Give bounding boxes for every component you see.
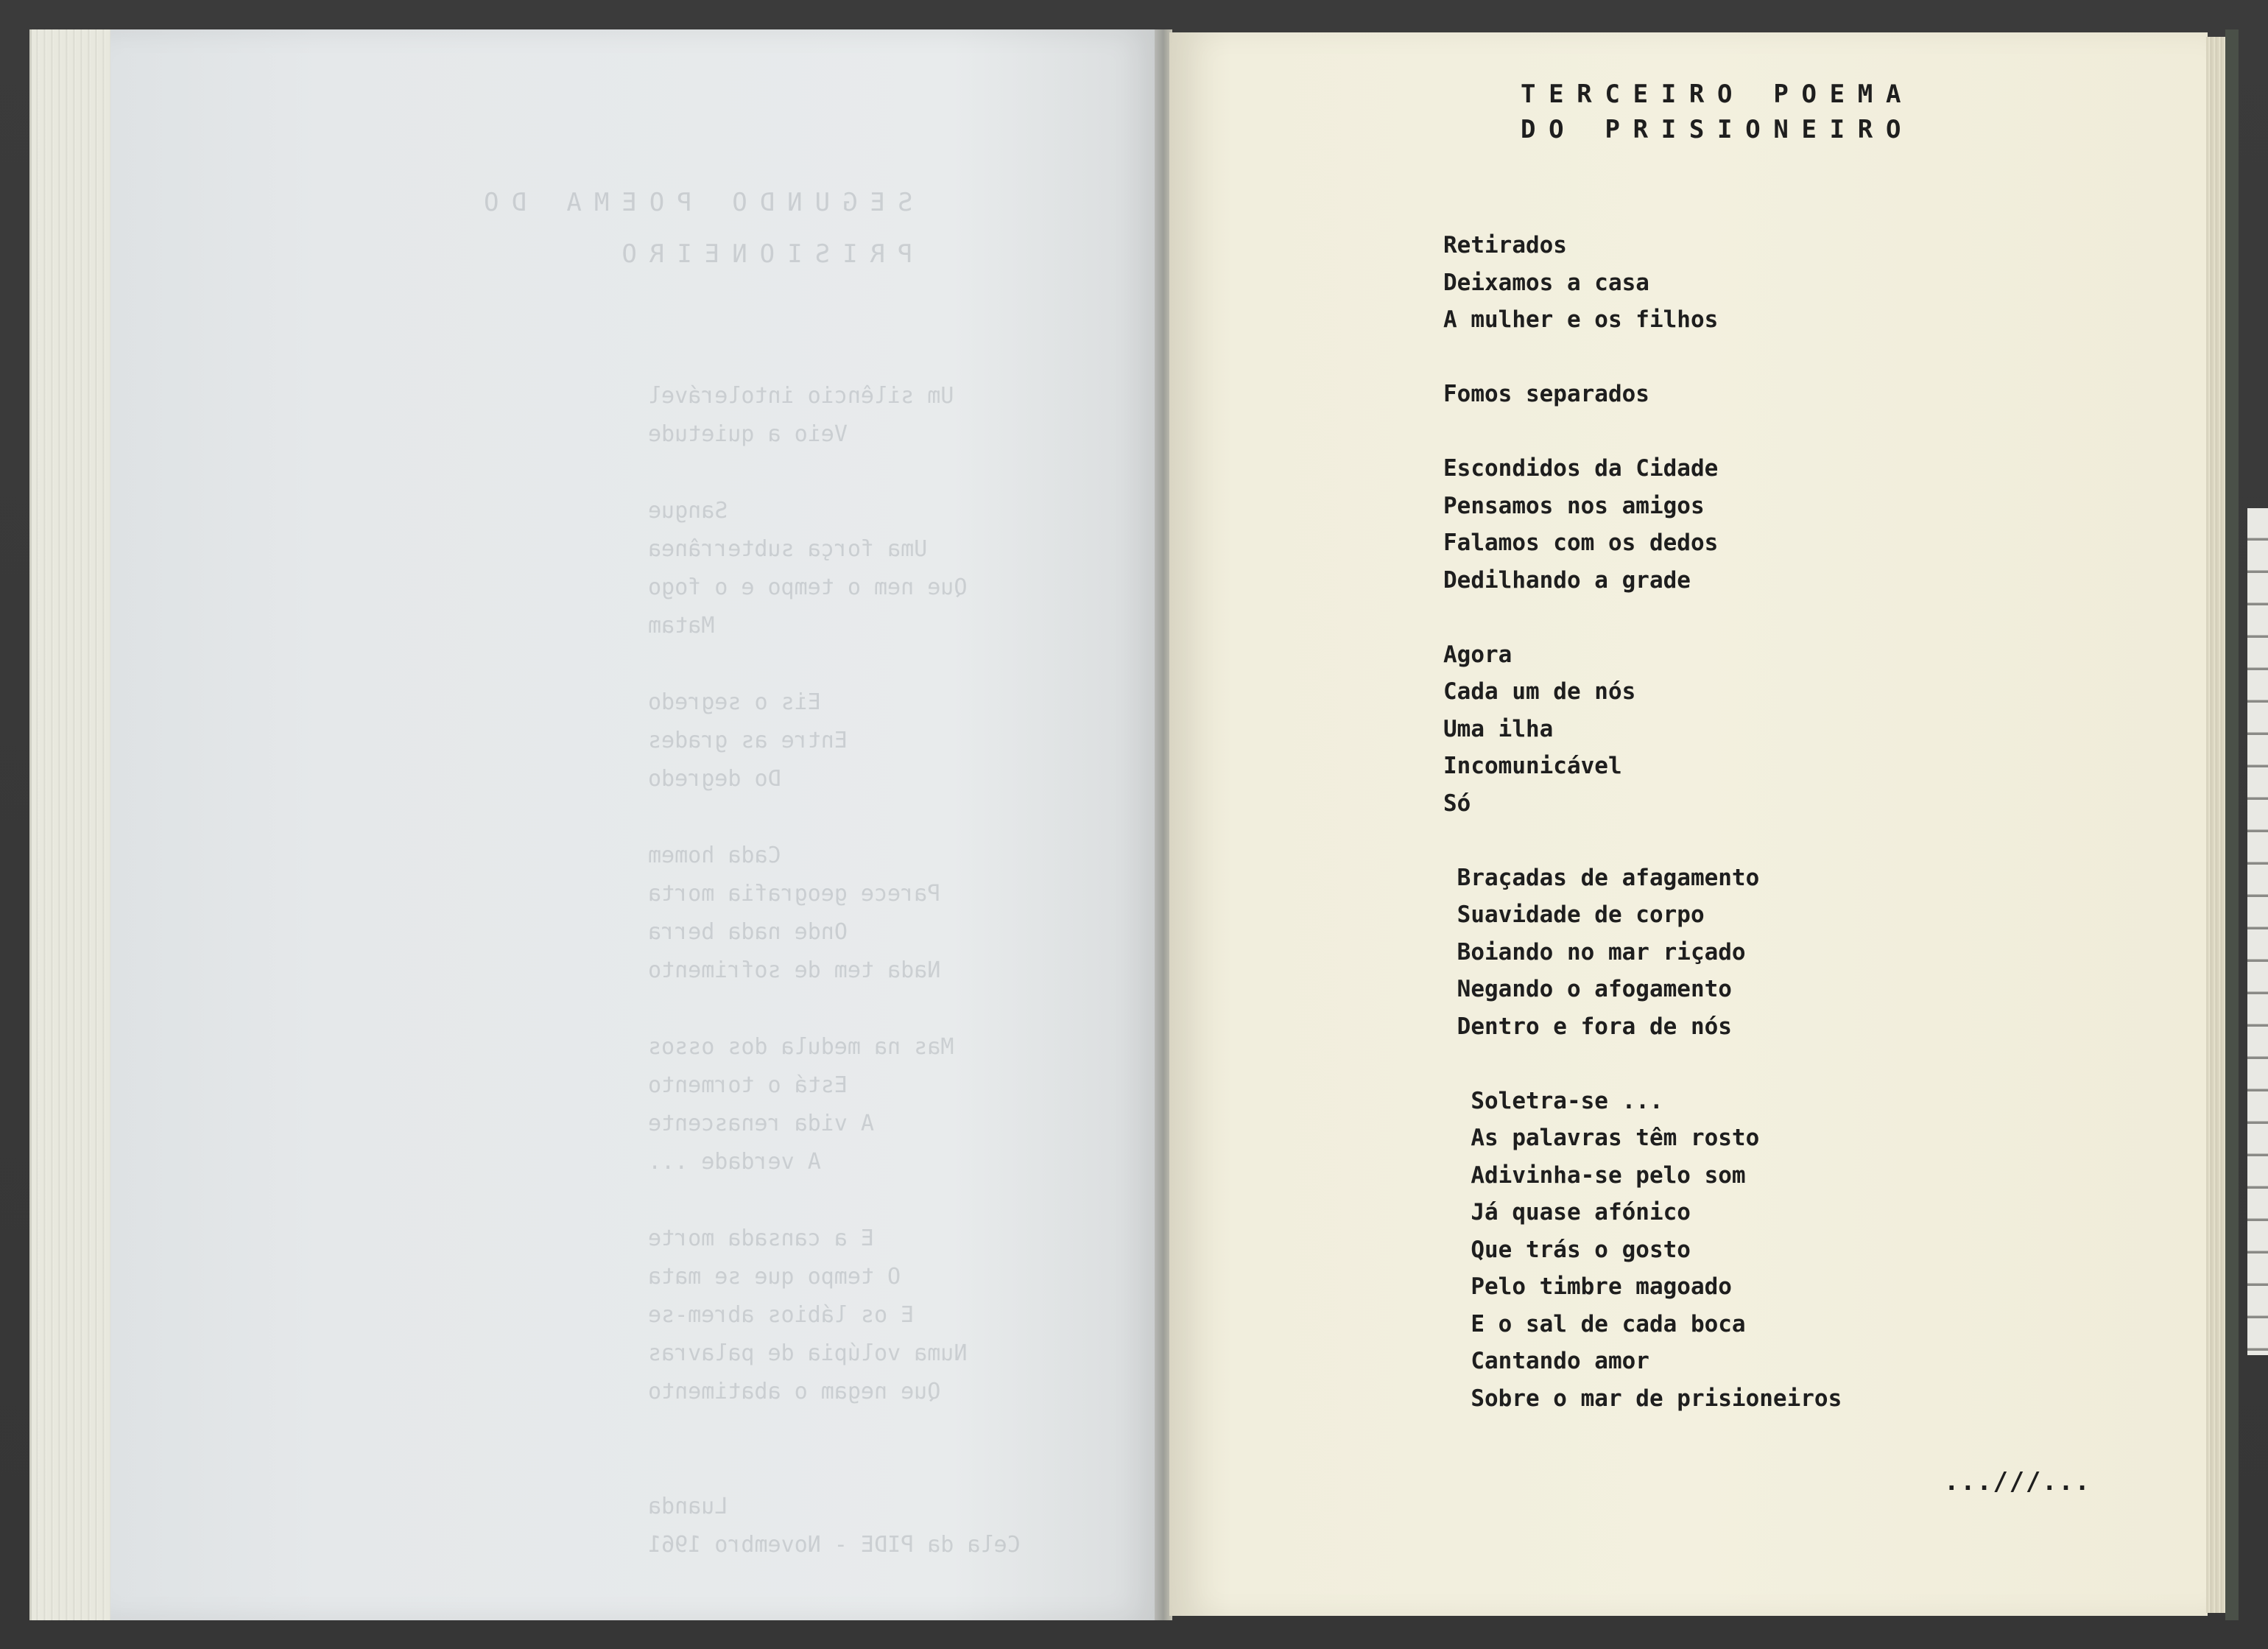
poem-title-line-2: DO PRISIONEIRO [1521, 115, 1915, 144]
show-through-title: SEGUNDO POEMA DO PRISIONEIRO [471, 188, 913, 269]
poem-title [1521, 77, 1914, 147]
poem-title-line-1: TERCEIRO POEMA [1521, 80, 1915, 109]
stanza-4: Agora Cada um de nós Uma ilha Incomunicável Só [1443, 641, 1636, 817]
left-page [110, 29, 1162, 1620]
book-cover-edge [2225, 29, 2239, 1620]
stanza-1: Retirados Deixamos a casa A mulher e os filhos [1443, 232, 1719, 333]
stanza-2: Fomos separados [1443, 381, 1649, 407]
stanza-3: Escondidos da Cidade Pensamos nos amigos Falamos com os dedos Dedilhando a grade [1443, 455, 1719, 594]
poem-body [1443, 227, 1842, 1417]
scan-ruler-strip [2247, 508, 2268, 1355]
stanza-5: Braçadas de afagamento Suavidade de corpo Boiando no mar riçado Negando o afogamento Dentro e fora de nós [1457, 864, 1760, 1040]
poem-end-mark: ...///... [1944, 1467, 2091, 1497]
show-through-body: Um silêncio intolerável Veio a quietude Sangue Uma força subterrânea Que nem o tempo e o fogo Matam Eis o segredo Entre as grades Do degredo Cada homem Parece geografia morta Onde nada berra Nada tem de sofrimento Mas na medula dos ossos Está o tormento A vida renascente A verdade ... E a cansada morte O tempo que se mata E os lábios abrem-se Numa volúpia de palavras Que negam o abatimento Luanda Cela da PIDE - Novembro 1961 [648, 383, 1021, 1558]
right-page-block-edges [2206, 37, 2225, 1613]
stanza-6: Soletra-se ... As palavras têm rosto Adivinha-se pelo som Já quase afónico Que trás o gosto Pelo timbre magoado E o sal de cada boca Cantando amor Sobre o mar de prisioneiros [1471, 1087, 1842, 1412]
